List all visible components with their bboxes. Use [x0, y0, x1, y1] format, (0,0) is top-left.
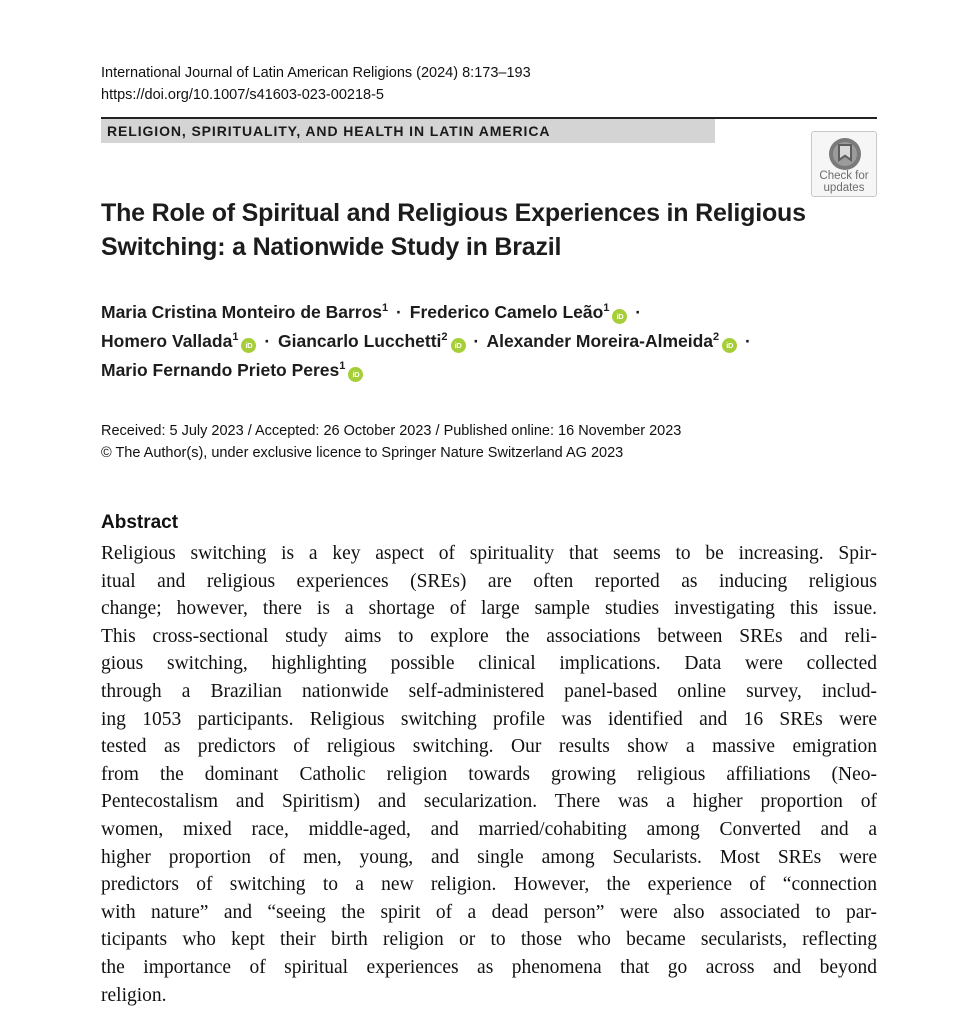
author-line [101, 356, 754, 385]
author-affiliation: 2 [441, 331, 448, 343]
orcid-icon[interactable]: iD [722, 338, 737, 353]
abstract-line: Religious switching is a key aspect of spirituality that seems to be increasing. Spir- [101, 543, 877, 564]
check-for-updates-line1: Check for [819, 170, 869, 182]
check-for-updates-text [812, 170, 876, 194]
abstract-line: the importance of spiritual experiences as phenomena that go across and beyond [101, 956, 877, 978]
author-affiliation: 1 [232, 331, 239, 343]
abstract-line: higher proportion of men, young, and single among Secularists. Most SREs were [101, 846, 877, 868]
abstract-line: from the dominant Catholic religion towards growing religious affiliations (Neo- [101, 763, 877, 785]
author-line [101, 327, 754, 356]
author-affiliation: 1 [603, 302, 610, 314]
title-line: Switching: a Nationwide Study in Brazil [101, 233, 562, 261]
abstract-line: gious switching, highlighting possible clinical implications. Data were collected [101, 653, 877, 675]
abstract-line: itual and religious experiences (SREs) are often reported as inducing religious [101, 570, 877, 592]
abstract-line: ing 1053 participants. Religious switching profile was identified and 16 SREs were [101, 708, 877, 730]
author-affiliation: 1 [382, 302, 389, 314]
abstract-line: through a Brazilian nationwide self-administered panel-based online survey, includ- [101, 680, 877, 702]
author-list [101, 298, 754, 385]
author-separator: · [264, 331, 271, 351]
author-name[interactable]: Giancarlo Lucchetti [278, 331, 442, 351]
author-affiliation: 2 [713, 331, 720, 343]
author-affiliation: 1 [339, 360, 346, 372]
abstract-line: tested as predictors of religious switching. Our results show a massive emigration [101, 736, 877, 758]
abstract-line: women, mixed race, middle-aged, and married/cohabiting among Converted and a [101, 818, 877, 840]
title-line: The Role of Spiritual and Religious Experiences in Religious [101, 199, 806, 227]
history-dates: Received: 5 July 2023 / Accepted: 26 October 2023 / Published online: 16 November 2023 [101, 423, 682, 439]
publication-dates [101, 420, 681, 464]
journal-citation: International Journal of Latin American Religions (2024) 8:173–193 [101, 65, 531, 81]
copyright-line: © The Author(s), under exclusive licence to Springer Nature Switzerland AG 2023 [101, 445, 624, 461]
abstract-line: ticipants who kept their birth religion or to those who became secularists, reflecting [101, 929, 877, 951]
check-for-updates-badge[interactable] [811, 131, 877, 197]
author-separator: · [745, 331, 751, 351]
author-separator: · [635, 302, 642, 322]
check-for-updates-icon [827, 136, 863, 172]
check-for-updates-line2: updates [823, 182, 865, 194]
abstract-line: change; however, there is a shortage of large sample studies investigating this issue. [101, 598, 877, 620]
author-name[interactable]: Maria Cristina Monteiro de Barros [101, 302, 383, 322]
abstract-line: predictors of switching to a new religion. However, the experience of “connection [101, 874, 877, 896]
orcid-icon[interactable]: iD [612, 309, 627, 324]
author-name[interactable]: Mario Fernando Prieto Peres [101, 360, 340, 380]
abstract-line: Pentecostalism and Spiritism) and secularization. There was a higher proportion of [101, 791, 877, 813]
abstract-line: with nature” and “seeing the spirit of a dead person” were also associated to par- [101, 901, 877, 923]
author-name[interactable]: Alexander Moreira-Almeida [486, 331, 714, 351]
journal-header [101, 62, 531, 106]
author-name[interactable]: Frederico Camelo Leão [409, 302, 604, 322]
section-band [101, 117, 877, 145]
author-separator: · [473, 331, 480, 351]
abstract-line: religion. [101, 984, 167, 1006]
abstract-line: This cross-sectional study aims to explore the associations between SREs and reli- [101, 625, 877, 647]
abstract-body [101, 540, 877, 1009]
orcid-icon[interactable]: iD [241, 338, 256, 353]
orcid-icon[interactable]: iD [451, 338, 466, 353]
author-separator: · [396, 302, 402, 322]
author-name[interactable]: Homero Vallada [101, 331, 233, 351]
section-label: RELIGION, SPIRITUALITY, AND HEALTH IN LATIN AMERICA [107, 123, 551, 139]
abstract-heading: Abstract [101, 512, 179, 533]
article-title [101, 196, 821, 264]
doi-link[interactable]: https://doi.org/10.1007/s41603-023-00218-5 [101, 87, 384, 103]
orcid-icon[interactable]: iD [348, 367, 363, 382]
author-line [101, 298, 754, 327]
